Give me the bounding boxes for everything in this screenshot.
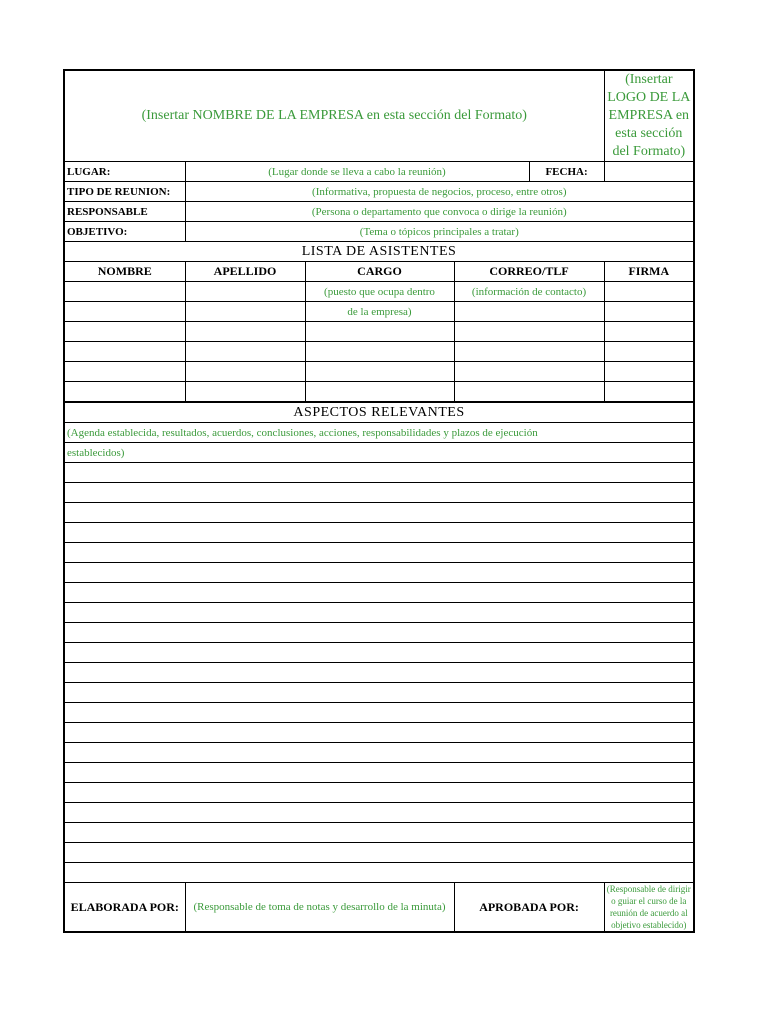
aspects-blank-line[interactable] (64, 823, 694, 843)
col-cargo: CARGO (305, 262, 454, 282)
aspects-line (64, 443, 694, 463)
attendee-correo[interactable] (454, 302, 604, 322)
attendees-title: LISTA DE ASISTENTES (64, 242, 694, 262)
attendee-cargo[interactable]: de la empresa) (305, 302, 454, 322)
aspects-line (64, 683, 694, 703)
attendee-firma[interactable] (604, 342, 694, 362)
col-nombre: NOMBRE (64, 262, 185, 282)
attendee-row (64, 282, 694, 302)
aspects-blank-line[interactable] (64, 623, 694, 643)
aspects-line (64, 643, 694, 663)
attendee-apellido[interactable] (185, 322, 305, 342)
aspects-line (64, 663, 694, 683)
attendee-row (64, 302, 694, 322)
lugar-label: LUGAR: (64, 162, 185, 182)
fecha-field[interactable] (604, 162, 694, 182)
attendees-header-row (64, 262, 694, 282)
attendee-correo[interactable] (454, 382, 604, 403)
tipo-label: TIPO DE REUNION: (64, 182, 185, 202)
aspects-line (64, 623, 694, 643)
aspects-line (64, 743, 694, 763)
tipo-field[interactable]: (Informativa, propuesta de negocios, proceso, entre otros) (185, 182, 694, 202)
attendee-apellido[interactable] (185, 282, 305, 302)
aspects-line (64, 823, 694, 843)
attendee-nombre[interactable] (64, 382, 185, 403)
fecha-label: FECHA: (529, 162, 604, 182)
aspects-line (64, 423, 694, 443)
objetivo-row (64, 222, 694, 242)
aspects-blank-line[interactable] (64, 803, 694, 823)
attendee-nombre[interactable] (64, 302, 185, 322)
aspects-line (64, 543, 694, 563)
attendee-cargo[interactable]: (puesto que ocupa dentro (305, 282, 454, 302)
aspects-blank-line[interactable] (64, 483, 694, 503)
aspects-blank-line[interactable] (64, 543, 694, 563)
aspects-line (64, 483, 694, 503)
col-apellido: APELLIDO (185, 262, 305, 282)
attendee-firma[interactable] (604, 322, 694, 342)
aspects-line (64, 523, 694, 543)
aspects-line (64, 503, 694, 523)
header-row (64, 70, 694, 162)
aspects-line (64, 703, 694, 723)
aspects-hint-line-1[interactable]: (Agenda establecida, resultados, acuerdos, conclusiones, acciones, responsabilidades y plazos de ejecución (64, 423, 694, 443)
objetivo-field[interactable]: (Tema o tópicos principales a tratar) (185, 222, 694, 242)
aspects-line (64, 583, 694, 603)
attendee-cargo[interactable] (305, 342, 454, 362)
responsable-label: RESPONSABLE (64, 202, 185, 222)
attendee-apellido[interactable] (185, 302, 305, 322)
aprobada-field[interactable]: (Responsable de dirigir o guiar el curso de la reunión de acuerdo al objetivo establecido) (604, 883, 694, 933)
aspects-blank-line[interactable] (64, 783, 694, 803)
aspects-line (64, 603, 694, 623)
attendee-apellido[interactable] (185, 342, 305, 362)
attendee-correo[interactable] (454, 342, 604, 362)
aspects-line (64, 783, 694, 803)
meeting-minutes-form (63, 69, 693, 933)
aspects-line (64, 563, 694, 583)
objetivo-label: OBJETIVO: (64, 222, 185, 242)
aprobada-label: APROBADA POR: (454, 883, 604, 933)
attendee-nombre[interactable] (64, 282, 185, 302)
company-logo-field[interactable]: (Insertar LOGO DE LA EMPRESA en esta sección del Formato) (604, 70, 694, 162)
elaborada-field[interactable]: (Responsable de toma de notas y desarrollo de la minuta) (185, 883, 454, 933)
attendee-firma[interactable] (604, 282, 694, 302)
aspects-line (64, 803, 694, 823)
aspects-blank-line[interactable] (64, 723, 694, 743)
tipo-row (64, 182, 694, 202)
aspects-line (64, 723, 694, 743)
attendees-title-row (64, 242, 694, 262)
footer-row (64, 883, 694, 933)
attendee-row (64, 342, 694, 362)
aspects-line (64, 863, 694, 883)
aspects-blank-line[interactable] (64, 863, 694, 883)
aspects-blank-line[interactable] (64, 563, 694, 583)
aspects-blank-line[interactable] (64, 683, 694, 703)
col-correo: CORREO/TLF (454, 262, 604, 282)
attendee-firma[interactable] (604, 302, 694, 322)
attendee-firma[interactable] (604, 362, 694, 382)
aspects-blank-line[interactable] (64, 583, 694, 603)
lugar-row (64, 162, 694, 182)
elaborada-label: ELABORADA POR: (64, 883, 185, 933)
aspects-blank-line[interactable] (64, 663, 694, 683)
aspects-hint-line-2[interactable]: establecidos) (64, 443, 694, 463)
attendee-cargo[interactable] (305, 362, 454, 382)
lugar-field[interactable]: (Lugar donde se lleva a cabo la reunión) (185, 162, 529, 182)
responsable-row (64, 202, 694, 222)
aspects-line (64, 463, 694, 483)
aspects-blank-line[interactable] (64, 743, 694, 763)
attendee-apellido[interactable] (185, 362, 305, 382)
aspects-title-row (64, 402, 694, 423)
aspects-blank-line[interactable] (64, 463, 694, 483)
aspects-blank-line[interactable] (64, 763, 694, 783)
attendee-correo[interactable]: (información de contacto) (454, 282, 604, 302)
attendee-nombre[interactable] (64, 362, 185, 382)
aspects-title: ASPECTOS RELEVANTES (64, 402, 694, 423)
attendee-correo[interactable] (454, 362, 604, 382)
aspects-blank-line[interactable] (64, 703, 694, 723)
form-table (63, 69, 695, 933)
attendee-correo[interactable] (454, 322, 604, 342)
attendee-nombre[interactable] (64, 322, 185, 342)
company-name-field[interactable]: (Insertar NOMBRE DE LA EMPRESA en esta sección del Formato) (64, 70, 604, 162)
aspects-blank-line[interactable] (64, 843, 694, 863)
responsable-field[interactable]: (Persona o departamento que convoca o dirige la reunión) (185, 202, 694, 222)
attendee-apellido[interactable] (185, 382, 305, 403)
aspects-blank-line[interactable] (64, 643, 694, 663)
attendee-row (64, 382, 694, 403)
aspects-blank-line[interactable] (64, 523, 694, 543)
aspects-line (64, 843, 694, 863)
attendee-cargo[interactable] (305, 382, 454, 403)
aspects-blank-line[interactable] (64, 603, 694, 623)
col-firma: FIRMA (604, 262, 694, 282)
aspects-blank-line[interactable] (64, 503, 694, 523)
attendee-row (64, 322, 694, 342)
attendee-row (64, 362, 694, 382)
attendee-firma[interactable] (604, 382, 694, 403)
attendee-nombre[interactable] (64, 342, 185, 362)
attendee-cargo[interactable] (305, 322, 454, 342)
aspects-line (64, 763, 694, 783)
